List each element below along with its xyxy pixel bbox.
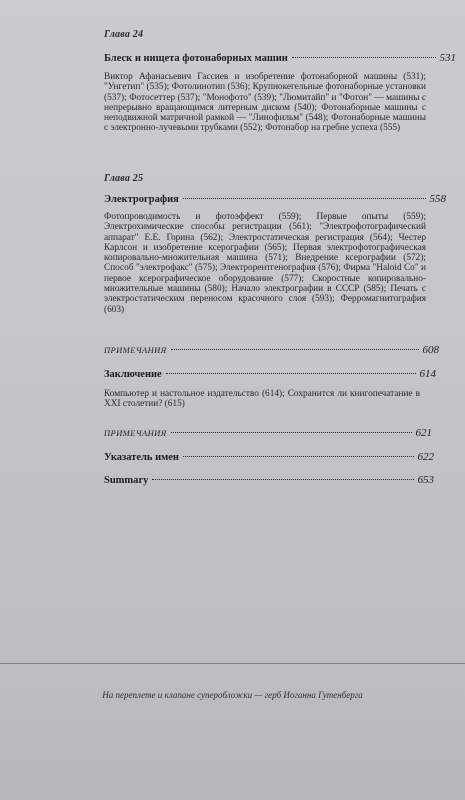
toc-entry-name-index[interactable]: [104, 451, 434, 463]
toc-page-number: 531: [439, 52, 456, 64]
dot-leader: [152, 479, 413, 480]
toc-page-number: 621: [415, 427, 432, 439]
toc-entry-notes-1[interactable]: [104, 344, 439, 356]
toc-entry-summary[interactable]: [104, 474, 434, 486]
toc-title: Указатель имен: [104, 452, 179, 463]
toc-entry-notes-2[interactable]: [104, 427, 432, 439]
toc-page-number: 653: [417, 474, 434, 486]
footer-divider: [0, 663, 465, 664]
dot-leader: [292, 57, 436, 58]
dot-leader: [183, 456, 414, 457]
conclusion-contents: Компьютер и настольное издательство (614); Сохранится ли книгопечатание в XXI столетии? (615): [104, 389, 420, 410]
toc-entry-conclusion[interactable]: [104, 368, 436, 380]
toc-page-number: 558: [429, 193, 446, 205]
toc-entry-chapter-24[interactable]: [104, 52, 456, 64]
toc-title: Заключение: [104, 369, 162, 380]
toc-title: Электрография: [104, 194, 179, 205]
toc-title: ПРИМЕЧАНИЯ: [104, 345, 167, 355]
dot-leader: [171, 432, 412, 433]
dot-leader: [171, 349, 419, 350]
chapter-24-label: Глава 24: [104, 29, 144, 40]
toc-page-number: 608: [422, 344, 439, 356]
chapter-25-contents: Фотопроводимость и фотоэффект (559); Первые опыты (559); Электрохимические способы регистрации (561); "Электрофотографический аппарат" Е.Е. Горина (562); Электростатическая регистрация (564); Честер Карлсон и изобретение ксерографии (565); Первая электрофотографическая копировально-множительная машина (571); Внедрение ксерографии (572); Способ "электрофакс" (575); Электрорентгенография (576); Фирма "Haloid Co" и первое ксерографическое оборудование (577); Скоростные копировально-множительные машины (580); Начало электрографии в СССР (585); Печать с электростатическим переносом красочного слоя (593); Ферромагнитография (603): [104, 212, 426, 315]
dot-leader: [183, 198, 426, 199]
toc-title: Блеск и нищета фотонаборных машин: [104, 53, 288, 64]
toc-title: ПРИМЕЧАНИЯ: [104, 428, 167, 438]
toc-page-number: 614: [419, 368, 436, 380]
dot-leader: [166, 373, 416, 374]
toc-title: Summary: [104, 475, 149, 486]
chapter-25-label: Глава 25: [104, 173, 144, 184]
chapter-24-contents: Виктор Афанасьевич Гассиев и изобретение фотонаборной машины (531); "Унгетип" (535); Фотолинотип (536); Крупнокегельные фотонаборные установки (537); Фотосеттер (537); "Монофото" (539); "Люмитайп" и "Фотон" — машины с непрерывно вращающимся литерным диском (540); Фотонаборные машины с неподвижной матричной рамкой — "Линофильм" (548); Фотонаборные машины с электронно-лучевыми трубками (552); Фотонабор на гребне успеха (555): [104, 72, 426, 134]
toc-page-number: 622: [417, 451, 434, 463]
cover-note: На переплете и клапане суперобложки — герб Иоганна Гутенберга: [102, 690, 363, 700]
toc-entry-chapter-25[interactable]: [104, 193, 446, 205]
